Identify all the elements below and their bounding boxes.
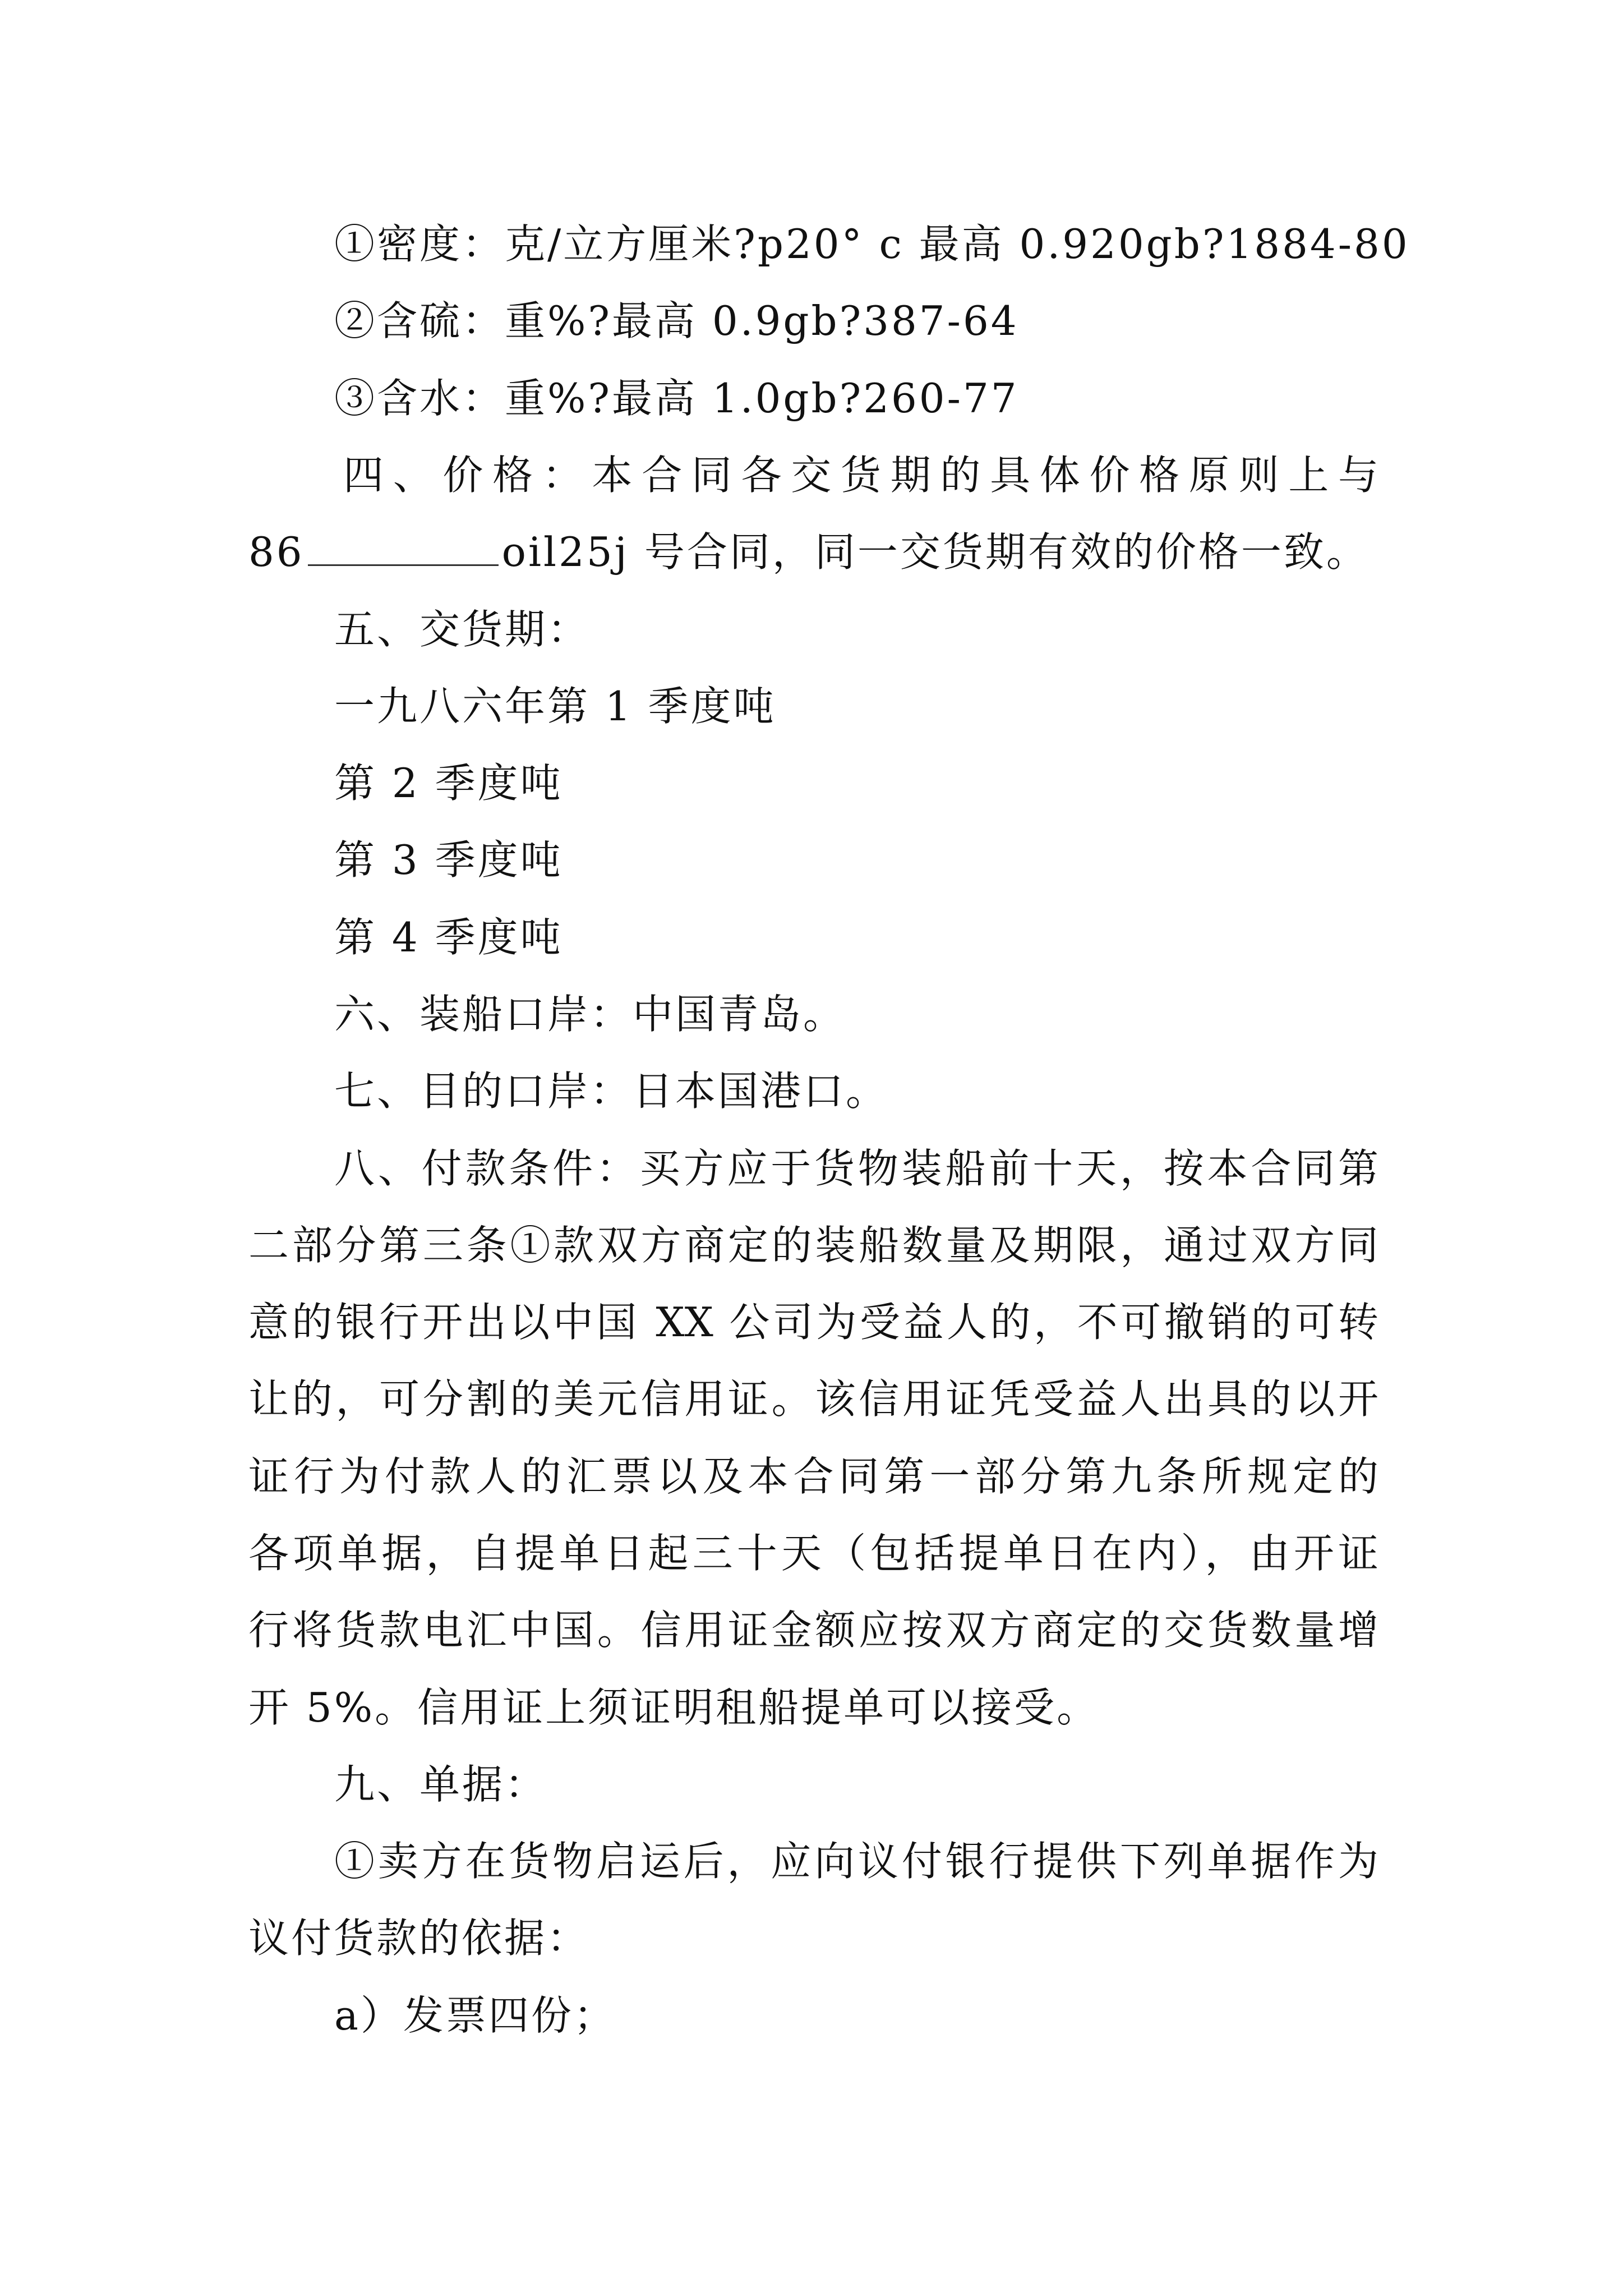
delivery-q2: 第 2 季度吨	[334, 760, 563, 807]
delivery-q1: 一九八六年第 1 季度吨	[334, 683, 776, 730]
payment-terms-line-5: 证行为付款人的汇票以及本合同第一部分第九条所规定的	[248, 1453, 1378, 1500]
price-clause-continuation	[248, 524, 1369, 580]
payment-terms-line-6: 各项单据，自提单日起三十天（包括提单日在内），由开证	[248, 1530, 1378, 1577]
payment-terms-line-2: 二部分第三条①款双方商定的装船数量及期限，通过双方同	[248, 1222, 1378, 1269]
documents-heading: 九、单据：	[334, 1761, 548, 1808]
sulfur-spec: ②含硫：重%?最高 0.9gb?387-64	[334, 297, 1019, 344]
delivery-q3: 第 3 季度吨	[334, 836, 563, 884]
payment-terms-line-3: 意的银行开出以中国 XX 公司为受益人的，不可撤销的可转	[248, 1299, 1378, 1346]
payment-terms-line-7: 行将货款电汇中国。信用证金额应按双方商定的交货数量增	[248, 1607, 1378, 1654]
delivery-period-heading: 五、交货期：	[334, 606, 591, 653]
documents-clause-line-2: 议付货款的依据：	[248, 1915, 590, 1962]
invoice-item: a）发票四份；	[334, 1992, 616, 2039]
payment-terms-line-4: 让的，可分割的美元信用证。该信用证凭受益人出具的以开	[248, 1375, 1378, 1423]
delivery-q4: 第 4 季度吨	[334, 914, 563, 961]
contract-number-suffix: oil25j 号合同，同一交货期有效的价格一致。	[501, 528, 1369, 576]
density-spec: ①密度：克/立方厘米?p20° c 最高 0.920gb?1884-80	[334, 220, 1410, 268]
destination-port: 七、目的口岸：日本国港口。	[334, 1068, 889, 1115]
payment-terms-line-1: 八、付款条件：买方应于货物装船前十天，按本合同第	[334, 1145, 1378, 1192]
water-spec: ③含水：重%?最高 1.0gb?260-77	[334, 375, 1019, 422]
documents-clause-line-1: ①卖方在货物启运后，应向议付银行提供下列单据作为	[334, 1838, 1378, 1885]
contract-number-blank	[308, 531, 499, 566]
payment-terms-line-8: 开 5%。信用证上须证明租船提单可以接受。	[248, 1684, 1100, 1731]
contract-number-prefix: 86	[248, 528, 305, 576]
price-clause-heading: 四、价格：本合同各交货期的具体价格原则上与	[343, 452, 1378, 499]
loading-port: 六、装船口岸：中国青岛。	[334, 991, 846, 1038]
